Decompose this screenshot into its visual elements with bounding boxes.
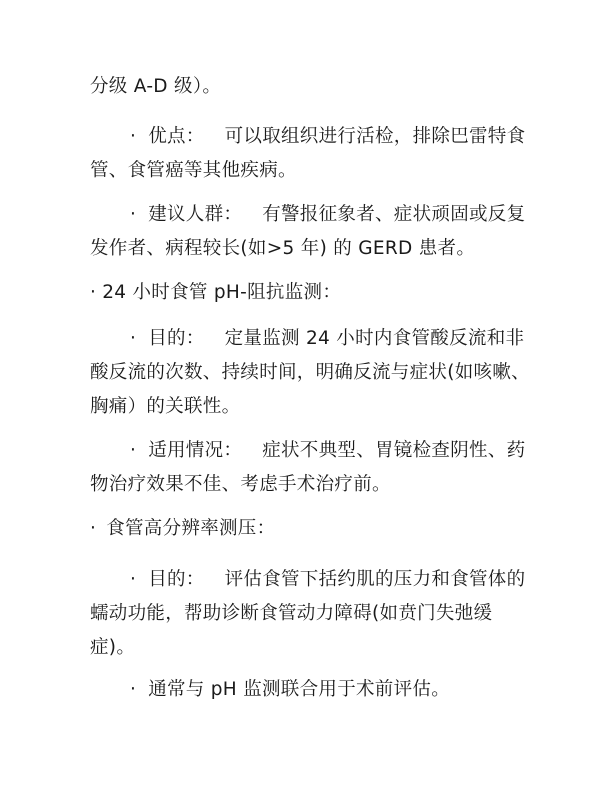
bullet-combined-evaluation xyxy=(90,673,530,707)
bullet-icon: · xyxy=(130,440,137,461)
section-ph-impedance xyxy=(90,276,530,310)
bullet-icon: · xyxy=(90,282,97,303)
section-manometry xyxy=(90,512,530,546)
bullet-recommended-population xyxy=(90,198,530,266)
bullet-advantages xyxy=(90,120,530,188)
bullet-label: 建议人群： xyxy=(148,204,243,225)
bullet-icon: · xyxy=(130,328,137,349)
bullet-manometry-purpose xyxy=(90,563,530,665)
bullet-ph-indications xyxy=(90,434,530,502)
bullet-text: 评估食管下括约肌的压力和食管体的蠕动功能，帮助诊断食管动力障碍(如贲门失弛缓症)。 xyxy=(90,569,526,658)
bullet-text: 有警报征象者、症状顽固或反复发作者、病程较长(如>5 年) 的 GERD 患者。 xyxy=(90,204,526,259)
bullet-icon: · xyxy=(130,126,137,147)
bullet-text: 通常与 pH 监测联合用于术前评估。 xyxy=(148,679,451,700)
bullet-icon: · xyxy=(90,518,97,539)
bullet-icon: · xyxy=(130,679,137,700)
bullet-text: 症状不典型、胃镜检查阴性、药物治疗效果不佳、考虑手术治疗前。 xyxy=(90,440,526,495)
bullet-icon: · xyxy=(130,204,137,225)
bullet-label: 目的： xyxy=(148,569,205,590)
bullet-label: 优点： xyxy=(148,126,205,147)
section-heading: 24 小时食管 pH-阻抗监测： xyxy=(102,282,342,303)
paragraph-text: 分级 A-D 级）。 xyxy=(90,76,222,97)
bullet-icon: · xyxy=(130,569,137,590)
bullet-label: 目的： xyxy=(148,328,205,349)
bullet-label: 适用情况： xyxy=(148,440,243,461)
section-heading: 食管高分辨率测压： xyxy=(106,518,276,539)
bullet-text: 可以取组织进行活检，排除巴雷特食管、食管癌等其他疾病。 xyxy=(90,126,526,181)
paragraph-continuation xyxy=(90,70,530,104)
bullet-text: 定量监测 24 小时内食管酸反流和非酸反流的次数、持续时间，明确反流与症状(如咳嗽、胸痛）的关联性。 xyxy=(90,328,530,417)
bullet-ph-purpose xyxy=(90,322,530,424)
